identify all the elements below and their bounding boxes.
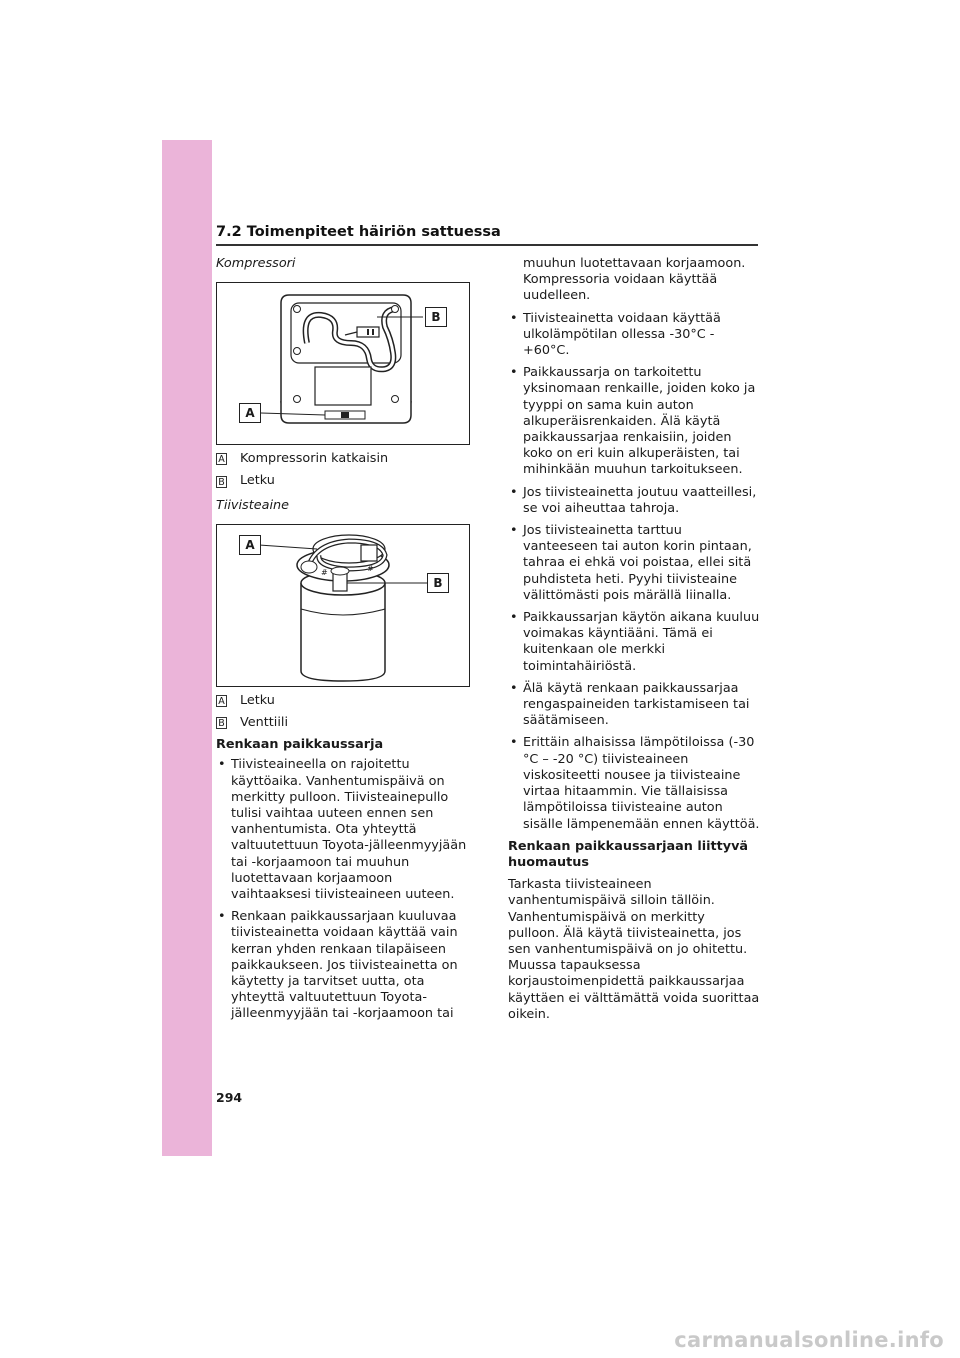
legend-text: Letku — [240, 692, 275, 708]
right-bullet: • Jos tiivisteainetta tarttuu vanteeseen tai auton korin pintaan, tahraa ei ehkä voi poistaa, ellei sitä puhdisteta heti. Pyyhi tiivisteaine välittömästi pois märällä liinalla. — [508, 523, 760, 604]
legend1-row-b — [216, 473, 470, 489]
legend-text: Venttiili — [240, 715, 289, 731]
legend-text: Letku — [240, 473, 275, 489]
right-bullet: • Paikkaussarjan käytön aikana kuuluu voimakas käyntiääni. Tämä ei kuitenkaan ole merkki toimintahäiriöstä. — [508, 610, 760, 675]
watermark: carmanualsonline.info — [674, 1328, 944, 1352]
sealant-caption: Tiivisteaine — [216, 497, 289, 513]
bullet-continuation: muuhun luotettavaan korjaamoon. Kompressoria voidaan käyttää uudelleen. — [523, 256, 746, 304]
figure2-label-a: A — [239, 535, 261, 555]
sealant-figure — [216, 524, 470, 687]
kit-bullet: • Renkaan paikkaussarjaan kuuluvaa tiivisteainetta voidaan käyttää vain kerran yhden renkaan tilapäiseen paikkaukseen. Jos tiivisteainetta on käytetty ja tarvitset uutta, ota yhteyttä valtuutettuun Toyota-jälleenmyyjään tai -korjaamoon tai — [216, 909, 470, 1022]
svg-text:#: # — [321, 567, 328, 577]
figure2-label-b: B — [427, 573, 449, 593]
right-bullet: • Erittäin alhaisissa lämpötiloissa (-30 °C – -20 °C) tiivisteaineen viskositeetti nousee ja tiivisteaine virtaa hitaammin. Vie tällaisissa lämpötiloissa tiivisteaine auton sisälle lämpenemään ennen käyttöä. — [508, 735, 760, 832]
right-bullet: • Paikkaussarja on tarkoitettu yksinomaan renkaille, joiden koko ja tyyppi on sama kuin auton alkuperäisrenkaiden. Älä käytä paikkaussarjaa renkaisiin, joiden koko on eri kuin alkuperäisten, tai mihinkään muuhun tarkoitukseen. — [508, 365, 760, 478]
right-bullet: • Älä käytä renkaan paikkaussarjaa rengaspaineiden tarkistamiseen tai säätämiseen. — [508, 681, 760, 730]
figure1-label-b: B — [425, 307, 447, 327]
compressor-caption: Kompressori — [216, 256, 296, 271]
legend-letter: A — [216, 453, 227, 465]
legend-letter: A — [216, 695, 227, 707]
legend-letter: B — [216, 476, 227, 488]
kit-heading: Renkaan paikkaussarja — [216, 737, 384, 753]
section-title: 7.2 Toimenpiteet häiriön sattuessa — [216, 224, 501, 240]
figure1-label-a: A — [239, 403, 261, 423]
legend1-row-a — [216, 451, 470, 467]
svg-text:#: # — [367, 563, 374, 573]
legend2-row-a — [216, 693, 470, 709]
left-column — [216, 256, 470, 1029]
right-bullet-list — [508, 311, 760, 833]
compressor-figure — [216, 282, 470, 445]
legend-letter: B — [216, 717, 227, 729]
right-bullet: • Jos tiivisteainetta joutuu vaatteillesi, se voi aiheuttaa tahroja. — [508, 485, 760, 517]
kit-bullet: • Tiivisteaineella on rajoitettu käyttöaika. Vanhentumispäivä on merkitty pulloon. Tiivisteainepullo tulisi vaihtaa uuteen ennen sen vanhentumista. Ota yhteyttä valtuutettuun Toyota-jälleenmyyjään tai -korjaamoon tai muuhun luotettavaan korjaamoon vaihtaaksesi tiivisteaineen uuteen. — [216, 757, 470, 903]
legend-text: Kompressorin katkaisin — [240, 451, 389, 467]
header-divider — [216, 244, 758, 246]
right-bullet: • Tiivisteainetta voidaan käyttää ulkolämpötilan ollessa -30°C - +60°C. — [508, 311, 760, 360]
notice-heading: Renkaan paikkaussarjaan liittyvä huomautus — [508, 838, 749, 870]
notice-text: Tarkasta tiivisteaineen vanhentumispäivä silloin tällöin. Vanhentumispäivä on merkitty pulloon. Älä käytä tiivisteainetta, jos sen vanhentumispäivä on jo ohitettu. Muussa tapauksessa korjaustoimenpidettä paikkaussarjaa käyttäen ei välttämättä voida suorittaa oikein. — [508, 877, 760, 1022]
legend2-row-b — [216, 715, 470, 731]
page-number: 294 — [216, 1090, 243, 1105]
kit-bullet-list — [216, 757, 470, 1022]
right-column — [508, 256, 760, 1029]
